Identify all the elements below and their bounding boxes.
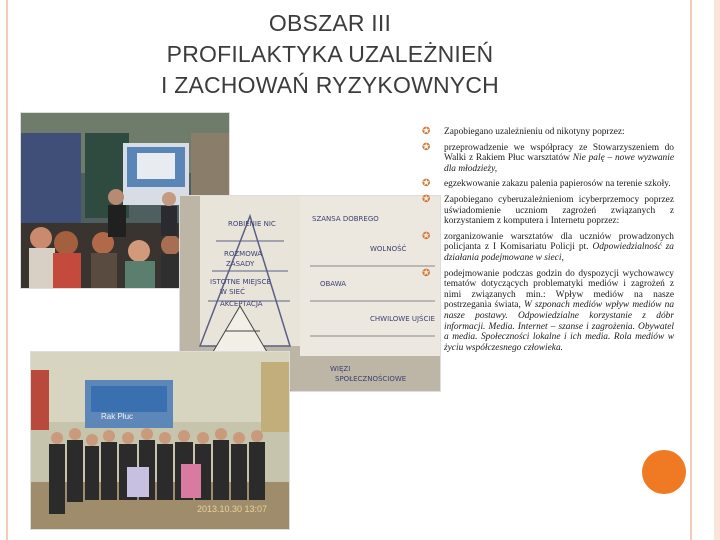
- bullet-icon: ✪: [422, 141, 431, 153]
- svg-text:ROBIENIE NIC: ROBIENIE NIC: [228, 220, 276, 228]
- bullet-text: Zapobiegano uzależnieniu od nikotyny poprzez:: [444, 127, 625, 137]
- bullet-italic-text: W szponach mediów wpływ mediów na nasze postawy. Odpowiedzialne korzystanie z dóbr informacji. Media. Internet – szanse i zagrożenia. Obywatel a media. Społeczności lokalne i ich media. Rola mediów w życiu współczesnego człowieka.: [444, 300, 675, 353]
- bullet-icon: ✪: [422, 267, 431, 279]
- orange-circle-decoration: [642, 450, 686, 494]
- bullet-text: Zapobiegano cyberuzależnieniom icyberprzemocy poprzez uświadomienie uczniom zagrożeń związanych z korzystaniem z komputera i Internetu poprzez:: [444, 194, 674, 227]
- bullet-item: [418, 143, 674, 175]
- svg-text:WIĘZI: WIĘZI: [330, 365, 351, 373]
- group-photo: [30, 351, 290, 530]
- bullet-text: podejmowanie podczas godzin do dyspozycji wychowawcy tematów dotyczących problematyki mediów i zagrożeń z nimi związanych min.: Wpływ mediów na nasze postrzegania świata,: [444, 268, 674, 311]
- bullet-item: [418, 179, 674, 190]
- bullet-icon: ✪: [422, 178, 431, 190]
- bullet-item: [418, 232, 674, 264]
- svg-text:ISTOTNE MIEJSCE: ISTOTNE MIEJSCE: [210, 278, 271, 286]
- svg-text:AKCEPTACJA: AKCEPTACJA: [220, 300, 263, 308]
- svg-text:SZANSA DOBREGO: SZANSA DOBREGO: [312, 215, 379, 223]
- slide-title: [100, 8, 560, 101]
- svg-text:ROZMOWA: ROZMOWA: [224, 250, 263, 258]
- bullet-text: przeprowadzenie we współpracy ze Stowarzyszeniem do Walki z Rakiem Płuc warsztatów: [444, 142, 674, 164]
- svg-text:W SIEĆ: W SIEĆ: [220, 288, 245, 296]
- svg-text:CHWILOWE UJŚCIE: CHWILOWE UJŚCIE: [370, 315, 435, 323]
- svg-text:OBAWA: OBAWA: [320, 280, 347, 288]
- bullet-list: [418, 127, 674, 358]
- bullet-text: egzekwowanie zakazu palenia papierosów na terenie szkoły.: [444, 179, 671, 190]
- side-rule: [714, 0, 720, 540]
- group-photo-illustration: [31, 352, 289, 529]
- bullet-italic-text: Odpowiedzialność za działania podejmowane w sieci,: [444, 242, 674, 263]
- svg-text:SPOŁECZNOŚCIOWE: SPOŁECZNOŚCIOWE: [335, 375, 407, 383]
- bullet-item: [418, 127, 674, 138]
- title-line-2: PROFILAKTYKA UZALEŻNIEŃ: [166, 41, 494, 67]
- title-line-1: OBSZAR III: [268, 10, 392, 36]
- bullet-icon: ✪: [422, 193, 431, 205]
- bullet-icon: ✪: [422, 126, 431, 137]
- title-line-3: I ZACHOWAŃ RYZYKOWNYCH: [161, 72, 499, 98]
- bullet-item: [418, 195, 674, 227]
- svg-text:WOLNOŚĆ: WOLNOŚĆ: [370, 245, 407, 253]
- bullet-text: zorganizowanie warsztatów dla uczniów prowadzonych policjanta z I Komisariatu Policji pt.: [444, 231, 674, 253]
- bullet-item: [418, 269, 674, 354]
- banner-text: Rak Płuc: [101, 412, 134, 421]
- photo-timestamp: 2013.10.30 13:07: [197, 504, 268, 514]
- svg-text:ZASADY: ZASADY: [226, 260, 255, 268]
- bullet-icon: ✪: [422, 230, 431, 242]
- bullet-italic-text: Nie palę – nowe wyzwanie dla młodzieży,: [444, 153, 675, 174]
